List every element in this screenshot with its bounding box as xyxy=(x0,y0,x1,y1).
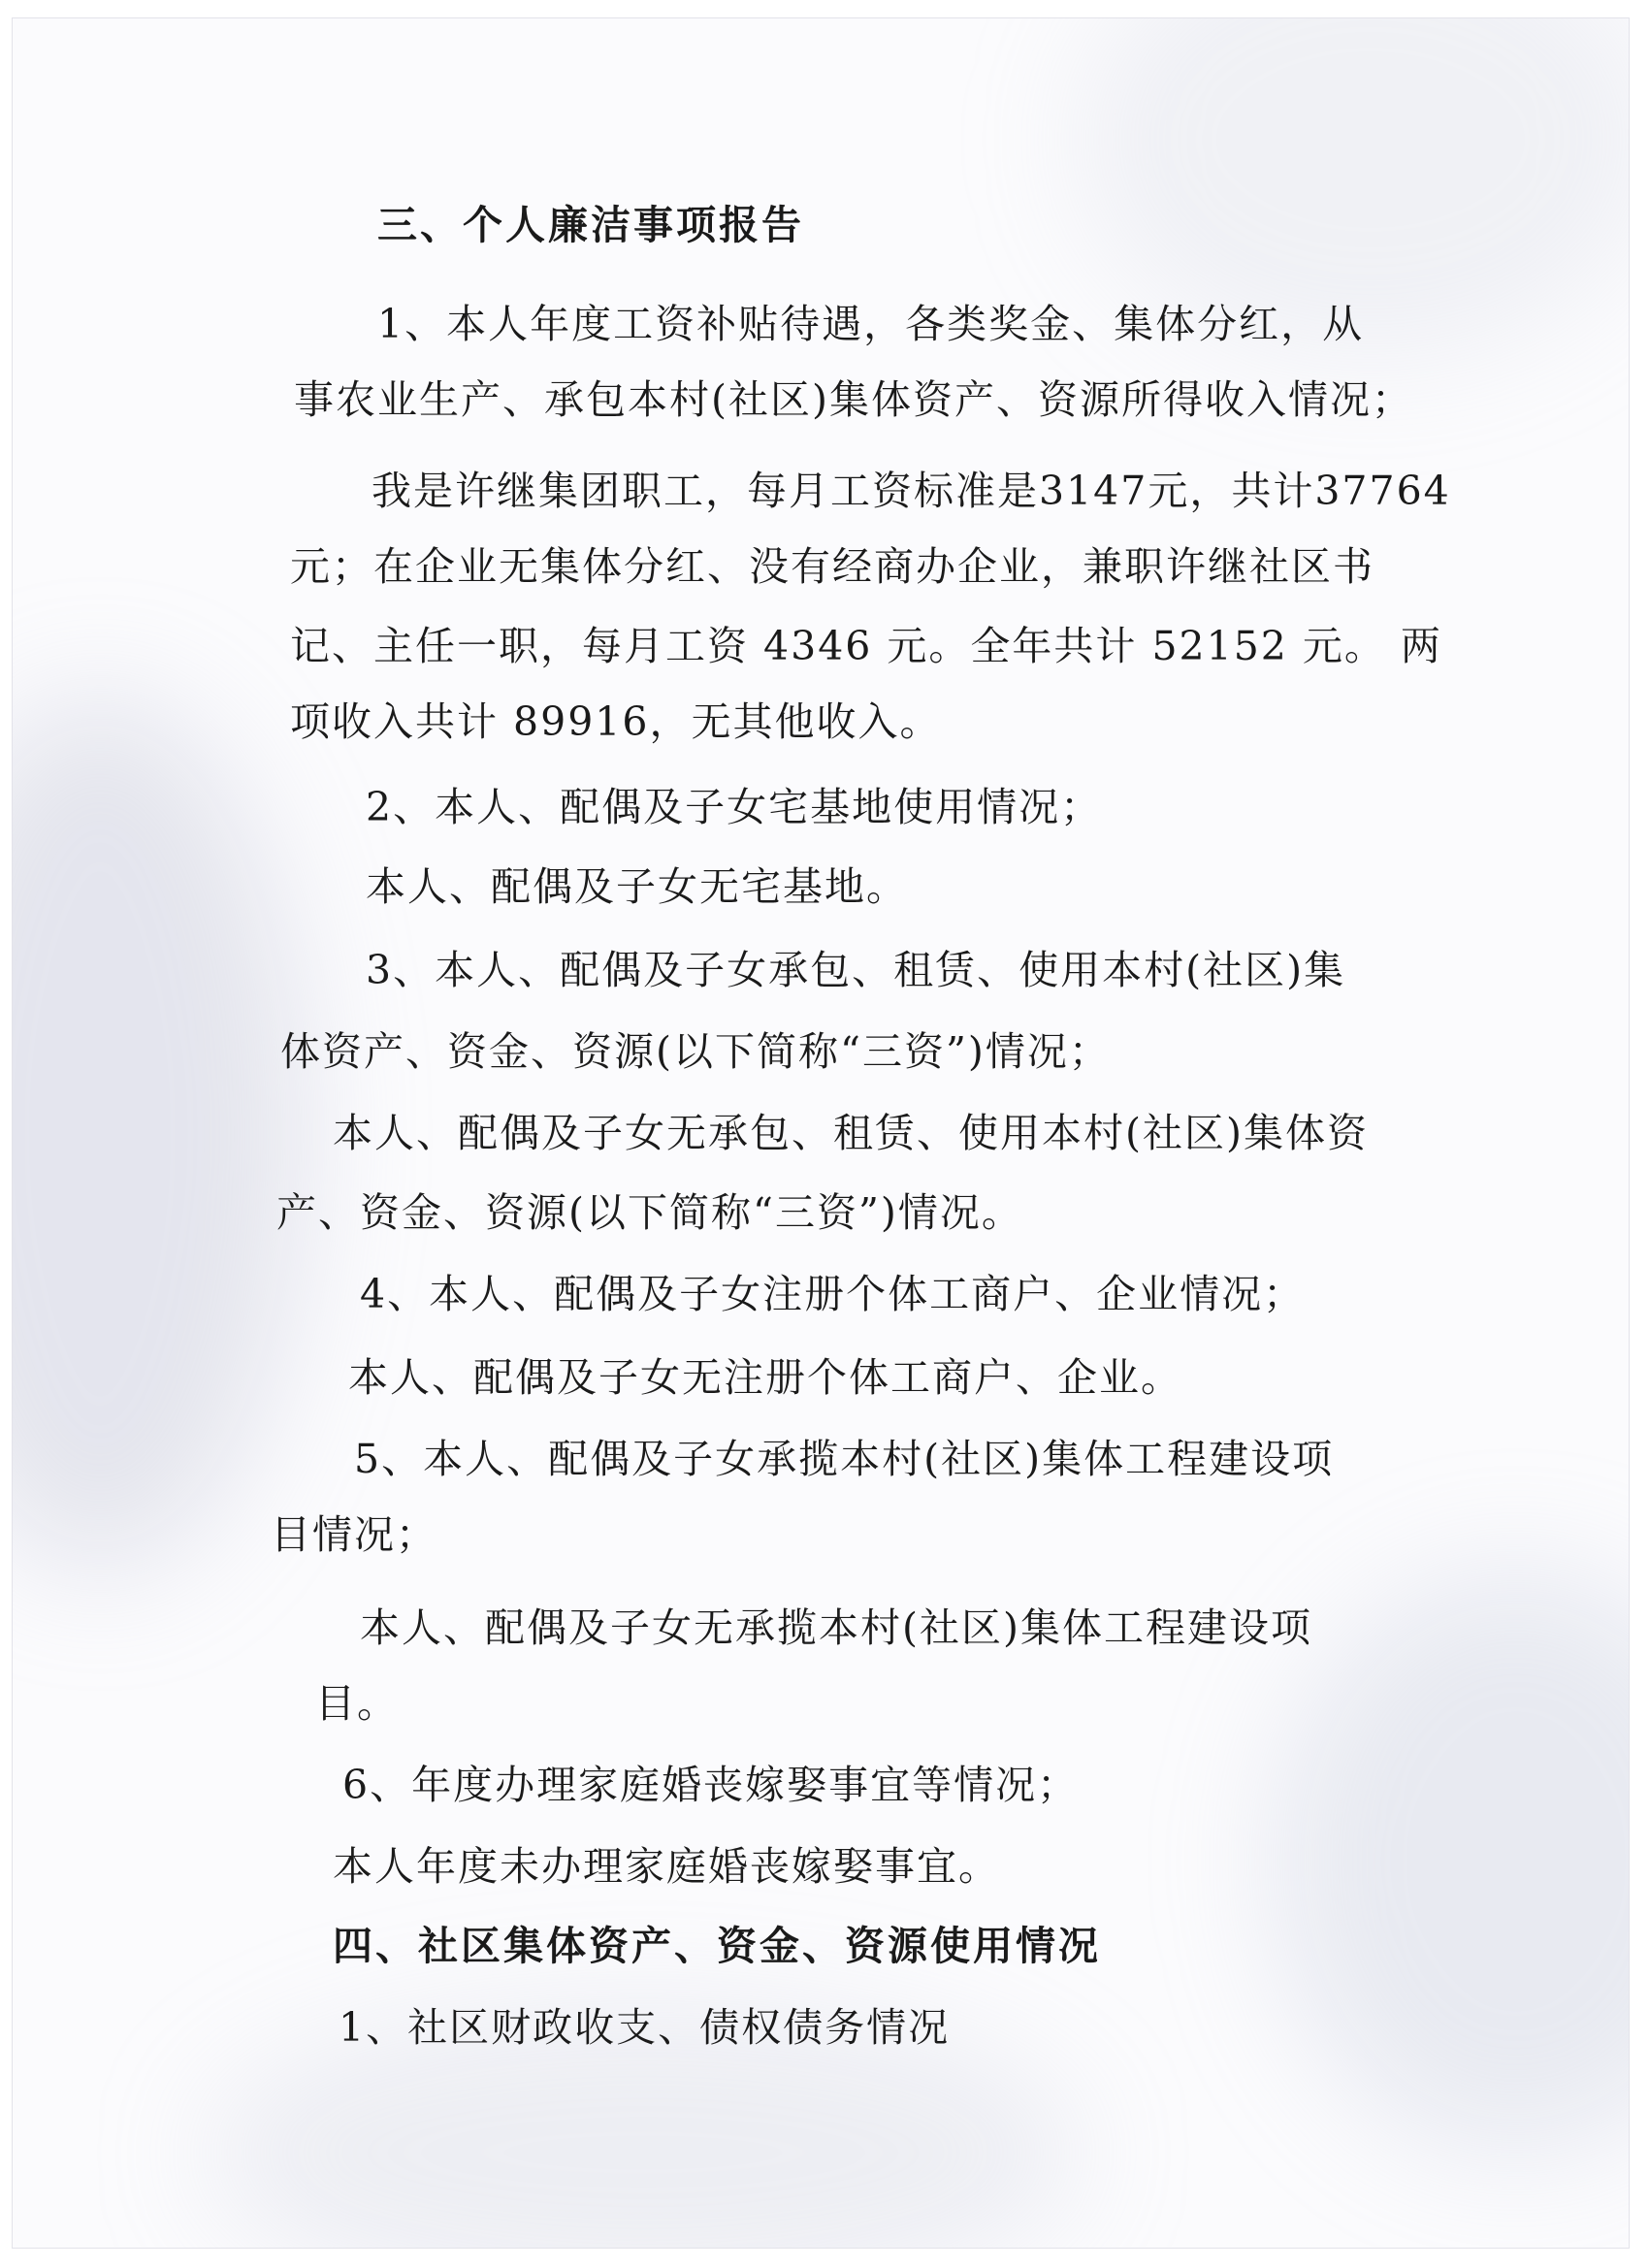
item-4-question: 4、本人、配偶及子女注册个体工商户、企业情况； xyxy=(360,1271,1306,1317)
item-1-answer-line-4: 项收入共计 89916，无其他收入。 xyxy=(290,698,942,745)
item-1-question-line-2: 事农业生产、承包本村(社区)集体资产、资源所得收入情况； xyxy=(294,376,1413,423)
item-2-question: 2、本人、配偶及子女宅基地使用情况； xyxy=(366,784,1103,830)
section-4-title: 四、社区集体资产、资金、资源使用情况 xyxy=(333,1923,1101,1969)
item-5-answer-line-1: 本人、配偶及子女无承揽本村(社区)集体工程建设项 xyxy=(360,1604,1312,1651)
item-3-answer-line-2: 产、资金、资源(以下简称“三资”)情况。 xyxy=(276,1189,1023,1236)
item-1-question-line-1: 1、本人年度工资补贴待遇，各类奖金、集体分红，从 xyxy=(377,301,1365,347)
section-3-title: 三、个人廉洁事项报告 xyxy=(377,202,804,248)
item-5-question-line-1: 5、本人、配偶及子女承揽本村(社区)集体工程建设项 xyxy=(354,1436,1335,1482)
scan-shadow xyxy=(1274,1571,1630,2153)
item-4-answer: 本人、配偶及子女无注册个体工商户、企业。 xyxy=(348,1354,1182,1401)
scan-shadow xyxy=(12,697,304,1571)
item-1-answer-line-3: 记、主任一职，每月工资 4346 元。全年共计 52152 元。 两 xyxy=(290,623,1442,669)
item-5-question-line-2: 目情况； xyxy=(271,1511,437,1558)
item-2-answer: 本人、配偶及子女无宅基地。 xyxy=(366,863,908,910)
document-page xyxy=(12,17,1630,2249)
item-6-answer: 本人年度未办理家庭婚丧嫁娶事宜。 xyxy=(333,1843,1000,1890)
section-4-item-1: 1、社区财政收支、债权债务情况 xyxy=(339,2004,951,2051)
item-3-question-line-1: 3、本人、配偶及子女承包、租赁、使用本村(社区)集 xyxy=(366,947,1346,993)
item-3-answer-line-1: 本人、配偶及子女无承包、租赁、使用本村(社区)集体资 xyxy=(333,1110,1369,1156)
item-1-answer-line-2: 元；在企业无集体分红、没有经商办企业，兼职许继社区书 xyxy=(290,543,1374,590)
item-6-question: 6、年度办理家庭婚丧嫁娶事宜等情况； xyxy=(342,1762,1080,1808)
item-5-answer-line-2: 目。 xyxy=(315,1680,399,1727)
item-1-answer-line-1: 我是许继集团职工，每月工资标准是3147元，共计37764 xyxy=(372,468,1451,514)
item-3-question-line-2: 体资产、资金、资源(以下简称“三资”)情况； xyxy=(280,1028,1111,1075)
